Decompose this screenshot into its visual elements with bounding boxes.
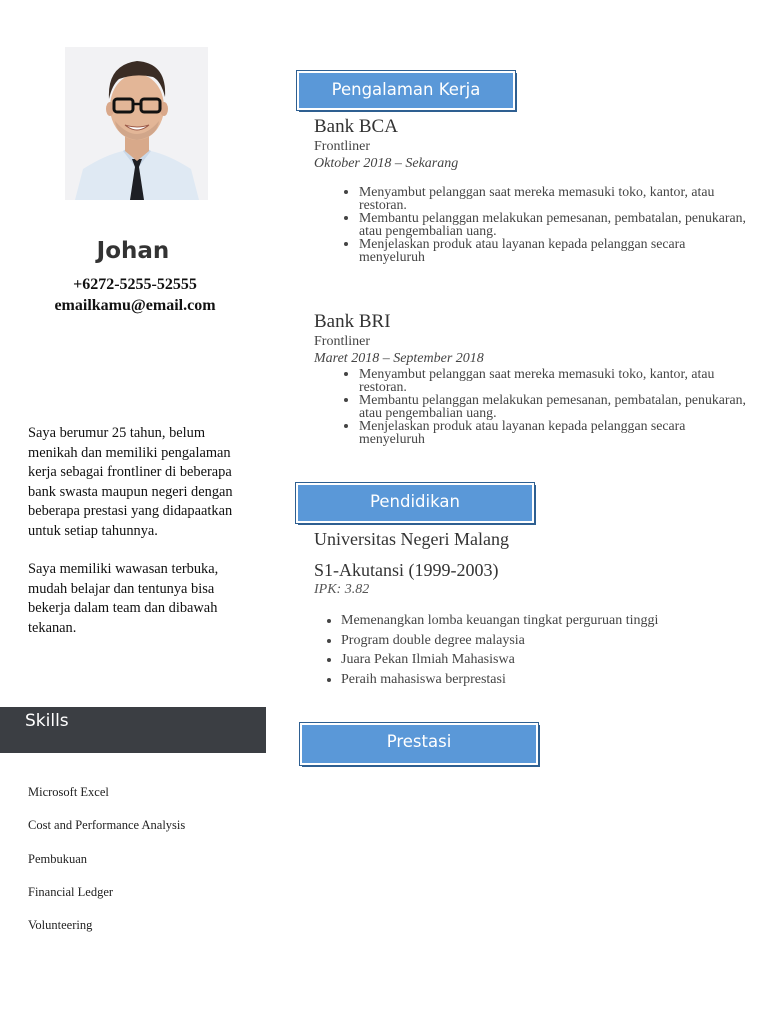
job-duty: • Membantu pelanggan melakukan pemesanan, pembatalan, penukaran, atau pengembalian uang.: [359, 211, 754, 237]
skill-item: Financial Ledger: [28, 884, 114, 899]
skill-item: Microsoft Excel: [28, 785, 109, 799]
experience-header: Pengalaman Kerja: [297, 71, 515, 110]
job-duty: • Menyambut pelanggan saat mereka memasuki toko, kantor, atau restoran.: [359, 367, 754, 393]
job-duty: • Menjelaskan produk atau layanan kepada pelanggan secara menyeluruh: [359, 419, 754, 445]
job-period: Maret 2018 – September 2018: [314, 351, 484, 366]
skills-list: [28, 785, 185, 951]
education-achievements: [314, 611, 754, 690]
job-company: Bank BCA: [314, 116, 398, 137]
profile-name: Johan: [96, 238, 170, 264]
skill-item: Volunteering: [28, 918, 93, 933]
education-university: Universitas Negeri Malang: [314, 529, 509, 549]
skill-item: Cost and Performance Analysis: [28, 818, 186, 833]
education-degree: S1-Akutansi (1999-2003): [314, 560, 499, 580]
achievement-item: • Peraih mahasiswa berprestasi: [341, 670, 754, 690]
prestasi-header: Prestasi: [300, 723, 538, 765]
achievement-item: • Program double degree malaysia: [341, 631, 754, 651]
job-duty: • Membantu pelanggan melakukan pemesanan, pembatalan, penukaran, atau pengembalian uang.: [359, 393, 754, 419]
job-company: Bank BRI: [314, 311, 391, 332]
skills-header: Skills: [0, 707, 266, 753]
education-ipk: IPK: 3.82: [314, 582, 370, 597]
job-duty: • Menyambut pelanggan saat mereka memasuki toko, kantor, atau restoran.: [359, 185, 754, 211]
job-role: Frontliner: [314, 139, 370, 154]
education-entry: [314, 529, 754, 690]
about-paragraph: Saya memiliki wawasan terbuka, mudah belajar dan tentunya bisa bekerja dalam team dan dibawah tekanan.: [28, 561, 219, 636]
about-section: [28, 424, 250, 657]
skill-item: Pembukuan: [28, 851, 88, 866]
achievement-item: • Juara Pekan Ilmiah Mahasiswa: [341, 650, 754, 670]
job-entry: [314, 116, 754, 263]
education-header: Pendidikan: [296, 483, 534, 523]
job-duties: [314, 367, 754, 445]
job-entry: [314, 311, 754, 445]
job-duties: [314, 185, 754, 263]
job-duty: • Menjelaskan produk atau layanan kepada pelanggan secara menyeluruh: [359, 237, 754, 263]
job-role: Frontliner: [314, 334, 370, 349]
profile-phone: +6272-5255-52555: [73, 276, 197, 293]
profile-photo: [65, 47, 208, 200]
profile-email: emailkamu@email.com: [54, 297, 216, 314]
achievement-item: • Memenangkan lomba keuangan tingkat perguruan tinggi: [341, 611, 754, 631]
job-period: Oktober 2018 – Sekarang: [314, 156, 459, 171]
about-paragraph: Saya berumur 25 tahun, belum menikah dan memiliki pengalaman kerja sebagai frontliner di beberapa bank swasta maupun negeri dengan beberapa prestasi yang didapaatkan untuk setiap tahunnya.: [28, 425, 233, 539]
avatar: [65, 47, 208, 200]
